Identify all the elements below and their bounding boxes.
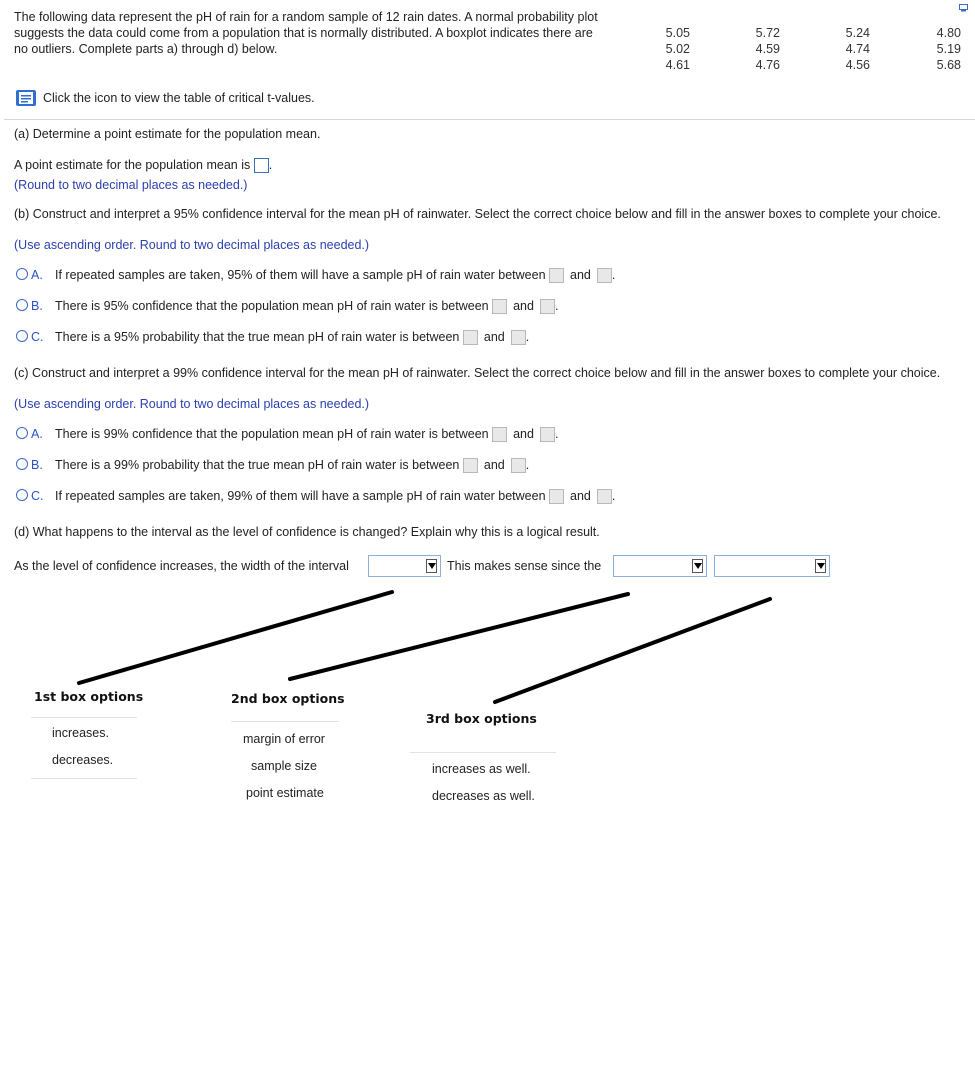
data-value: 5.05 bbox=[665, 26, 690, 40]
part-a-question: (a) Determine a point estimate for the population mean. bbox=[14, 127, 321, 141]
divider bbox=[31, 778, 137, 779]
first-box-header: 1st box options bbox=[34, 689, 144, 704]
option-text: If repeated samples are taken, 95% of them will have a sample pH of rain water between bbox=[55, 268, 546, 282]
period: . bbox=[554, 299, 559, 313]
data-value: 4.56 bbox=[845, 58, 870, 72]
part-b-note: (Use ascending order. Round to two decimal places as needed.) bbox=[14, 238, 370, 252]
data-value: 5.68 bbox=[936, 58, 961, 72]
period: . bbox=[525, 458, 530, 472]
third-box-option: increases as well. bbox=[432, 762, 531, 776]
third-box-option: decreases as well. bbox=[432, 789, 535, 803]
second-box-option: margin of error bbox=[243, 732, 325, 746]
and-label: and bbox=[570, 268, 591, 282]
part-a-period: . bbox=[268, 158, 273, 172]
option-letter: B. bbox=[31, 299, 43, 313]
and-label: and bbox=[513, 299, 534, 313]
part-d-question: (d) What happens to the interval as the level of confidence is changed? Explain why this is a logical result. bbox=[14, 525, 600, 539]
part-c-question: (c) Construct and interpret a 99% confidence interval for the mean pH of rainwater. Select the correct choice below and fill in the answer boxes to complete your choice. bbox=[14, 366, 941, 380]
part-d-sentence-mid: This makes sense since the bbox=[447, 559, 602, 573]
data-value: 4.76 bbox=[755, 58, 780, 72]
option-letter: B. bbox=[31, 458, 43, 472]
data-value: 5.24 bbox=[845, 26, 870, 40]
table-link[interactable]: Click the icon to view the table of critical t-values. bbox=[43, 91, 315, 105]
part-c-note: (Use ascending order. Round to two decimal places as needed.) bbox=[14, 397, 370, 411]
option-text: There is 99% confidence that the population mean pH of rain water is between bbox=[55, 427, 489, 441]
first-box-option: increases. bbox=[52, 726, 109, 740]
data-value: 4.59 bbox=[755, 42, 780, 56]
option-letter: A. bbox=[31, 427, 43, 441]
divider bbox=[410, 752, 556, 753]
period: . bbox=[554, 427, 559, 441]
part-a-prompt: A point estimate for the population mean is bbox=[14, 158, 251, 172]
option-text: There is a 95% probability that the true mean pH of rain water is between bbox=[55, 330, 460, 344]
data-value: 4.61 bbox=[665, 58, 690, 72]
second-box-option: point estimate bbox=[246, 786, 324, 800]
data-value: 5.72 bbox=[755, 26, 780, 40]
option-text: If repeated samples are taken, 99% of them will have a sample pH of rain water between bbox=[55, 489, 546, 503]
data-value: 5.19 bbox=[936, 42, 961, 56]
first-box-option: decreases. bbox=[52, 753, 114, 767]
option-letter: C. bbox=[31, 330, 44, 344]
annotation-line bbox=[495, 599, 770, 702]
option-letter: C. bbox=[31, 489, 44, 503]
option-text: There is a 99% probability that the true mean pH of rain water is between bbox=[55, 458, 460, 472]
part-d-sentence-start: As the level of confidence increases, the width of the interval bbox=[14, 559, 349, 573]
third-box-header: 3rd box options bbox=[426, 711, 537, 726]
divider bbox=[231, 721, 339, 722]
second-box-option: sample size bbox=[251, 759, 317, 773]
data-value: 4.74 bbox=[845, 42, 870, 56]
annotation-line bbox=[79, 592, 392, 683]
second-box-header: 2nd box options bbox=[231, 691, 345, 706]
intro-text: The following data represent the pH of rain for a random sample of 12 rain dates. A normal probability plot suggests the data could come from a population that is normally distributed. A boxplot indicates there are no outliers. Complete parts a) through d) below. bbox=[14, 10, 598, 56]
and-label: and bbox=[483, 458, 505, 472]
period: . bbox=[525, 330, 530, 344]
and-label: and bbox=[483, 330, 505, 344]
part-b-question: (b) Construct and interpret a 95% confidence interval for the mean pH of rainwater. Select the correct choice below and fill in the answer boxes to complete your choice. bbox=[14, 207, 941, 221]
and-label: and bbox=[513, 427, 534, 441]
and-label: and bbox=[570, 489, 591, 503]
data-value: 4.80 bbox=[936, 26, 961, 40]
option-text: There is 95% confidence that the population mean pH of rain water is between bbox=[55, 299, 489, 313]
data-value: 5.02 bbox=[665, 42, 690, 56]
option-letter: A. bbox=[31, 268, 43, 282]
divider bbox=[31, 717, 137, 718]
period: . bbox=[611, 268, 616, 282]
part-a-note: (Round to two decimal places as needed.) bbox=[14, 178, 248, 192]
period: . bbox=[611, 489, 616, 503]
